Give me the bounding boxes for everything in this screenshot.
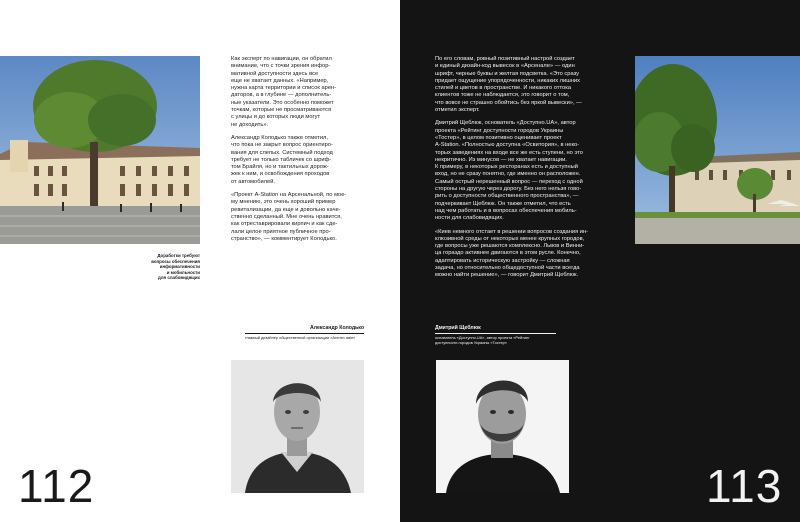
text-line: отметил эксперт. — [435, 107, 480, 114]
person-name: Дмитрий Щеблюк — [435, 325, 481, 331]
paragraph — [435, 120, 625, 222]
text-line: с улицы и до которых люди могут — [231, 114, 321, 121]
text-line: торых заведениях на входе все же есть ступени, но это — [435, 149, 583, 156]
caption-line: вопросы обеспечения — [151, 258, 200, 264]
caption-line: информативности — [159, 264, 200, 270]
caption-line: Доработки требуют — [157, 253, 200, 258]
text-line: «Проект A-Station на Арсенальной, по мое- — [231, 192, 347, 199]
text-line: ревитализации, да еще и довольно каче- — [231, 206, 341, 213]
role-line: основатель «Доступно.UA», автор проекта «Рейтинг — [435, 335, 530, 340]
divider — [245, 333, 364, 334]
text-line: еще не хватает данных. «Например, — [231, 77, 329, 84]
text-line: A-Station. «Полностью доступна «Освитория», в неко- — [435, 142, 580, 149]
divider — [435, 333, 556, 334]
paragraph — [231, 56, 381, 129]
person-role — [435, 335, 575, 345]
text-line: странство», — комментирует Колодько. — [231, 235, 337, 242]
text-line: клюзивной среды от некоторых менее крупных городов, — [435, 235, 585, 242]
paragraph — [231, 192, 381, 243]
caption-line: для слабовидящих — [157, 275, 200, 281]
text-line: даторов, а в глубине — дополнитель- — [231, 92, 332, 99]
text-line: ственно сделанный. Мне очень нравится, — [231, 213, 342, 220]
text-line: му мнению, это очень хороший пример — [231, 199, 336, 206]
arsenal-square-photo — [635, 56, 800, 244]
text-line: ности для слабовидящих. — [435, 215, 504, 222]
right-page — [400, 0, 800, 522]
shcheblyuk-portrait-photo — [436, 360, 569, 493]
caption-line: и мобильности — [166, 269, 200, 275]
person-name: Александр Колодько — [310, 325, 364, 331]
paragraph — [231, 135, 381, 186]
role-line: доступности городов Украины «Тостер» — [435, 340, 507, 346]
text-line: лали целое приятное публичное про- — [231, 228, 331, 235]
text-line: подчеркивает Щеблюк. Он также отметил, что есть — [435, 200, 571, 207]
text-line: что вовсе не страшно обойтись без яркой вывески», — — [435, 99, 582, 106]
text-line: над чем работать и в вопросах обеспечения мобиль- — [435, 207, 577, 214]
text-line: рить о доступности общественного пространства», — — [435, 193, 579, 200]
photo-caption — [120, 253, 200, 281]
text-line: некритично. Из минусов — не хватает навигации. — [435, 156, 567, 163]
text-line: и единый дизайн-код вывесок в «Арсенале» — один — [435, 63, 575, 70]
left-article-text — [231, 56, 381, 249]
text-line: жек к ним, и освобождения проходов — [231, 171, 330, 178]
text-line: том Брайля, но и тактильных дорож- — [231, 164, 329, 171]
text-line: Александр Колодько также отметил, — [231, 134, 328, 141]
text-line: где вопросы уже решаются комплексно. Львов и Винни- — [435, 243, 585, 250]
right-article-text — [435, 56, 625, 286]
text-line: придает ощущение упорядоченности, никаких лишних — [435, 77, 580, 84]
text-line: ные указатели. Это особенно поможет — [231, 99, 334, 106]
text-line: проекта «Рейтинг доступности городов Украины — [435, 127, 564, 134]
text-line: По его словам, ровный позитивный настрой создает — [435, 56, 575, 62]
text-line: от автомобилей. — [231, 178, 276, 185]
text-line: шрифт, черные буквы и желтая подсветка. «Это сразу — [435, 70, 580, 77]
text-line: нужна карта территории и список арен- — [231, 85, 337, 92]
text-line: стилей и цветов в пространстве. И никакого оттока — [435, 85, 572, 92]
page-number-right: 113 — [706, 460, 783, 512]
text-line: мативной доступности здесь все — [231, 70, 319, 77]
paragraph — [435, 229, 625, 280]
text-line: можно найти решение», — говорит Дмитрий Щеблюк. — [435, 272, 579, 279]
text-line: К примеру, в некоторых ресторанах есть и доступный — [435, 164, 578, 171]
text-line: Как эксперт по навигации, он обратил — [231, 56, 332, 62]
kolodko-portrait-photo — [231, 360, 364, 493]
page-number-left: 112 — [18, 460, 95, 512]
role-line: главный дизайнер общественной организации «Агенти змін» — [245, 335, 356, 340]
text-line: «Тостер», в целом позитивно оценивает проект — [435, 134, 562, 141]
text-line: требует не только табличек со шриф- — [231, 156, 332, 163]
arsenal-building-photo — [0, 56, 200, 244]
text-line: вания для слепых. Системный подход — [231, 149, 333, 156]
text-line: ца гораздо активнее двигаются в этом русле. Конечно, — [435, 250, 581, 257]
text-line: адаптировать историческую застройку — сложная — [435, 257, 570, 264]
text-line: клиентов тоже не наблюдается, это говорит о том, — [435, 92, 570, 99]
text-line: стороны на другую через дорогу. Без него нельзя гово- — [435, 186, 582, 193]
text-line: «Киев немного отстает в решении вопросов создания ин- — [435, 228, 589, 235]
text-line: вход, но не сразу понятно, где именно он расположен. — [435, 171, 581, 178]
text-line: точкам, которые не просматриваются — [231, 107, 332, 114]
text-line: что пока не закрыт вопрос ориентиро- — [231, 142, 333, 149]
text-line: Самый острый нерешенный вопрос — переход с одной — [435, 178, 583, 185]
person-role — [245, 335, 375, 340]
paragraph — [435, 56, 625, 114]
text-line: как отреставрировали кирпич и как сде- — [231, 221, 338, 228]
text-line: задача, но относительно общедоступной части всегда — [435, 265, 580, 272]
text-line: Дмитрий Щеблюк, основатель «Доступно.UA», автор — [435, 120, 576, 127]
text-line: не доходить». — [231, 121, 269, 128]
text-line: внимание, что с точки зрения инфор- — [231, 63, 331, 70]
